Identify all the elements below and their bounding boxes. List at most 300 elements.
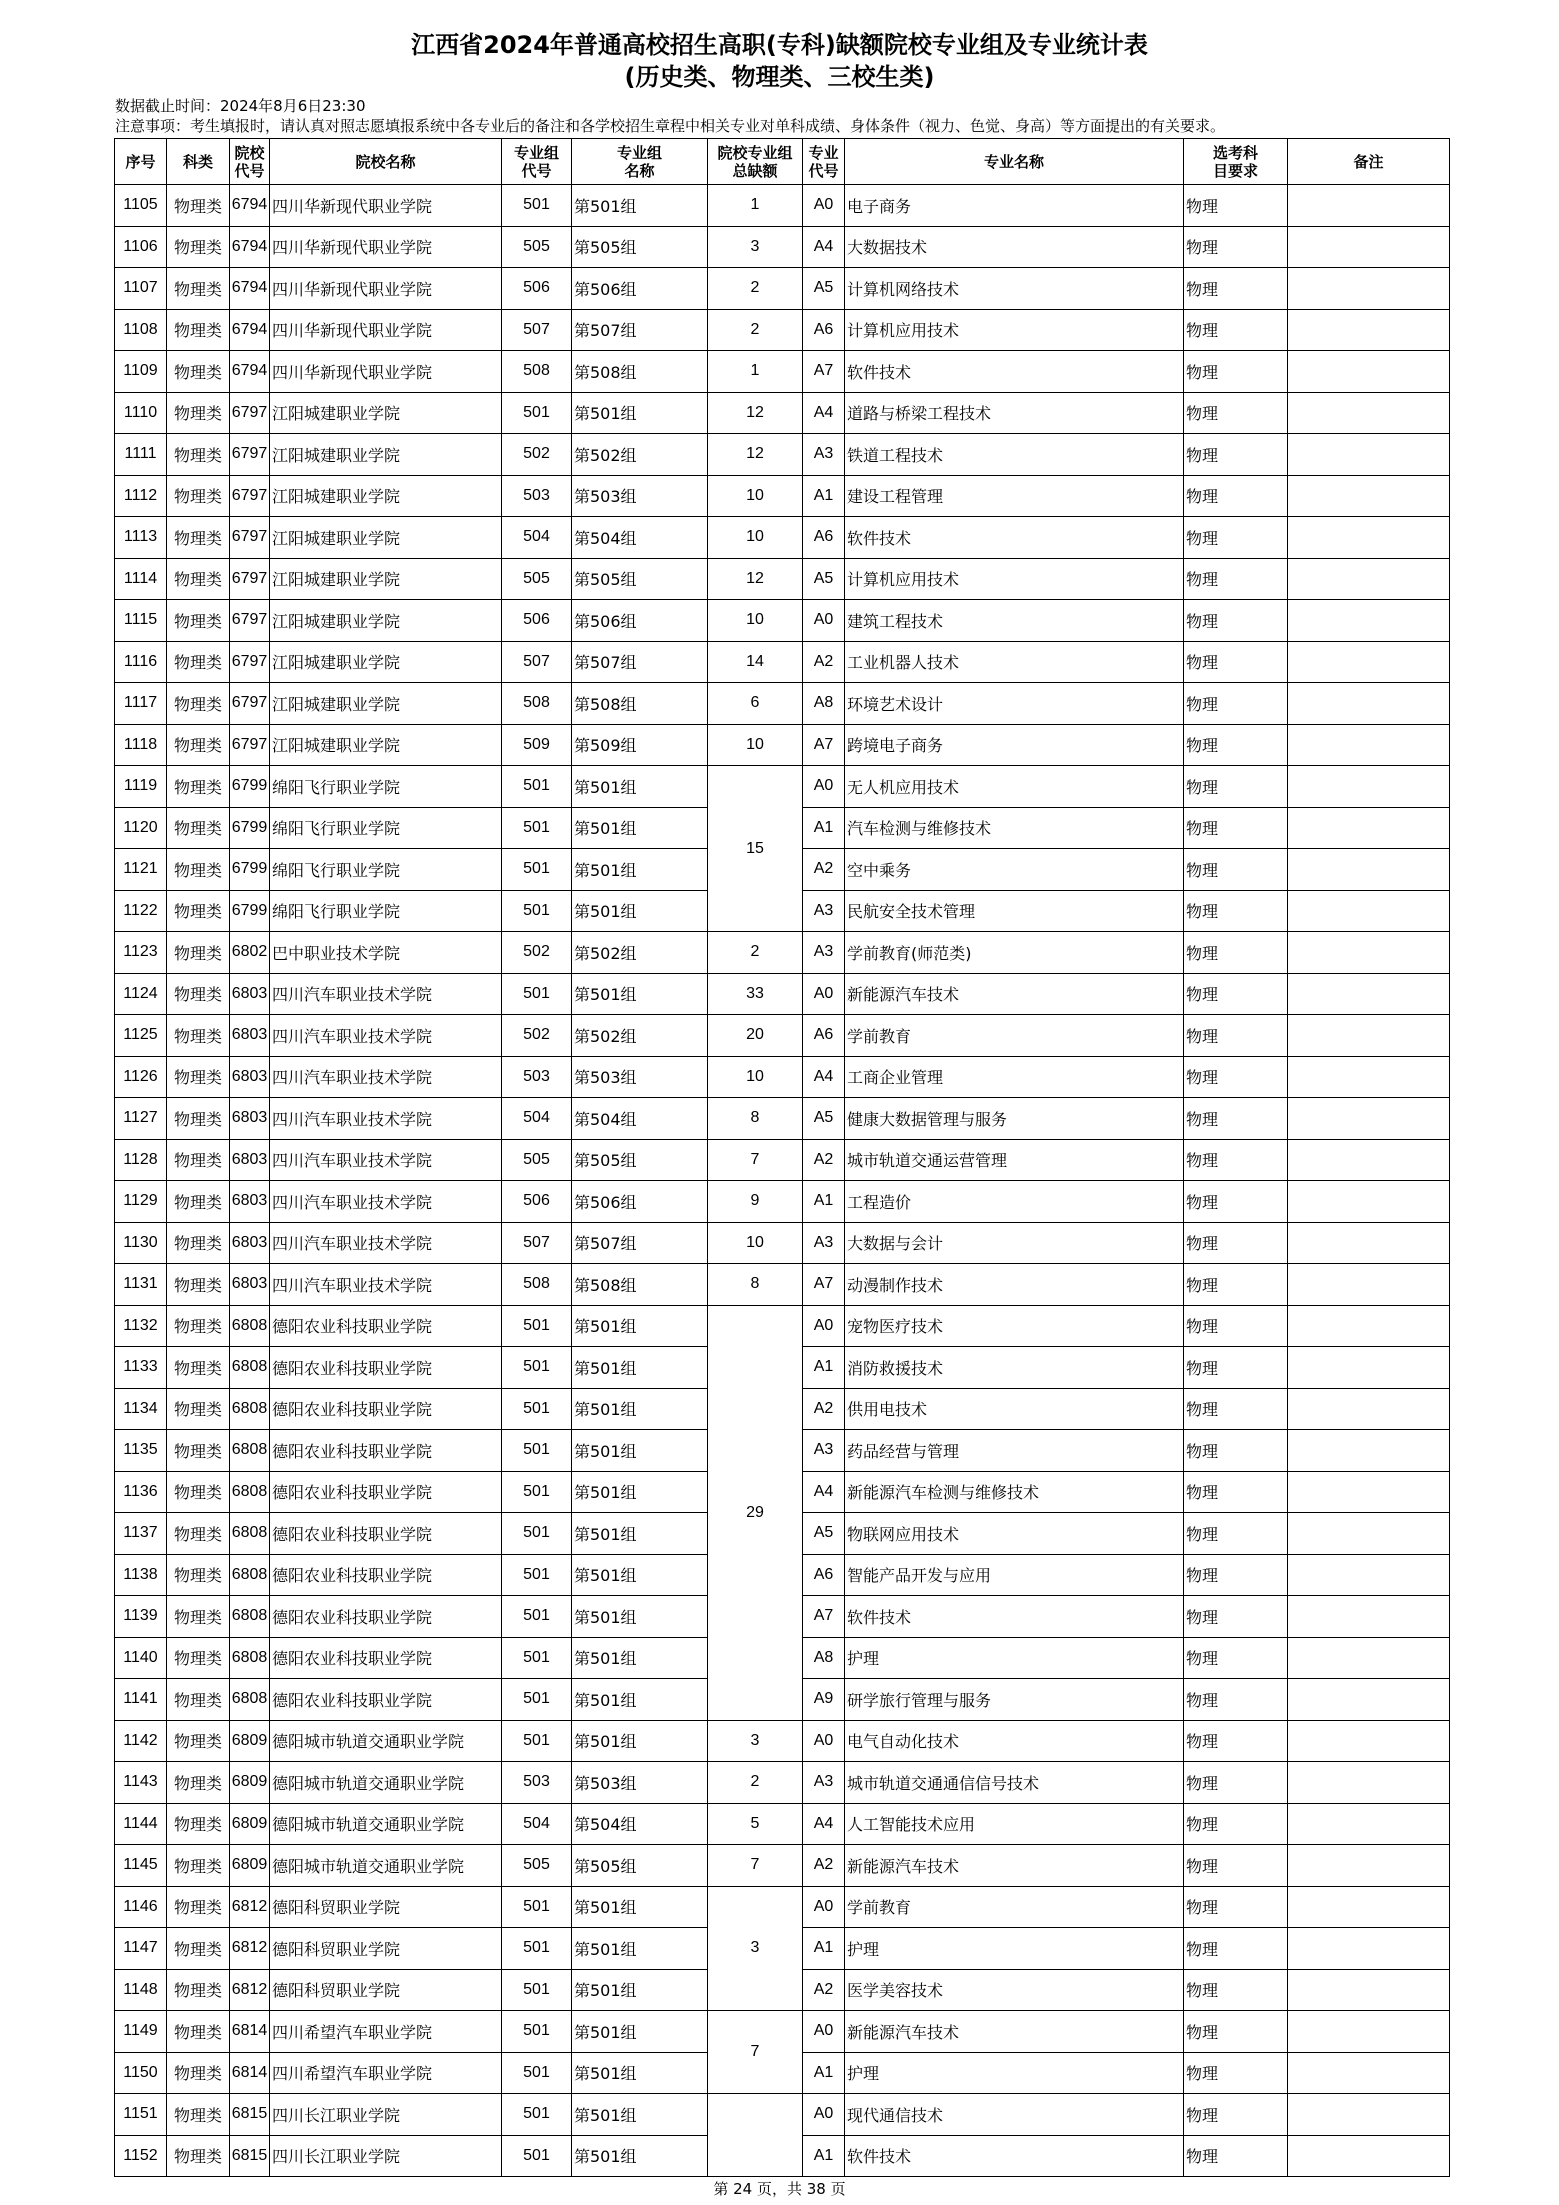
table-row [115, 1305, 1450, 1347]
cell-category: 物理类 [167, 1720, 230, 1762]
cell-subject-req: 物理 [1184, 1305, 1288, 1347]
cell-major-code: A0 [803, 1720, 845, 1762]
cell-remark [1288, 185, 1450, 227]
cell-subject-req: 物理 [1184, 1928, 1288, 1970]
cell-remark [1288, 2052, 1450, 2094]
cell-subject-req: 物理 [1184, 1886, 1288, 1928]
cell-school-code: 6797 [230, 724, 270, 766]
cell-group-code: 501 [502, 849, 572, 891]
cell-remark [1288, 434, 1450, 476]
cell-group-name: 第507组 [572, 1222, 708, 1264]
cell-major-name: 无人机应用技术 [845, 766, 1184, 808]
cell-group-name: 第501组 [572, 2094, 708, 2136]
header-vacancy: 院校专业组 总缺额 [708, 139, 803, 185]
cell-remark [1288, 1803, 1450, 1845]
cell-remark [1288, 1056, 1450, 1098]
cell-vacancy: 3 [708, 1886, 803, 2011]
cell-major-code: A2 [803, 1388, 845, 1430]
cell-school-code: 6797 [230, 475, 270, 517]
table-row [115, 2094, 1450, 2136]
cell-group-name: 第504组 [572, 1803, 708, 1845]
cell-group-code: 507 [502, 1222, 572, 1264]
cell-school-code: 6809 [230, 1845, 270, 1887]
cell-group-code: 501 [502, 1637, 572, 1679]
cell-category: 物理类 [167, 185, 230, 227]
cell-remark [1288, 807, 1450, 849]
cell-seq: 1148 [115, 1969, 167, 2011]
cell-major-name: 新能源汽车技术 [845, 1845, 1184, 1887]
table-row [115, 1762, 1450, 1804]
cell-seq: 1149 [115, 2011, 167, 2053]
cell-category: 物理类 [167, 434, 230, 476]
table-row [115, 1886, 1450, 1928]
cell-category: 物理类 [167, 1886, 230, 1928]
cell-major-code: A2 [803, 641, 845, 683]
cell-major-name: 药品经营与管理 [845, 1430, 1184, 1472]
cell-major-name: 新能源汽车检测与维修技术 [845, 1471, 1184, 1513]
cell-seq: 1130 [115, 1222, 167, 1264]
cell-seq: 1152 [115, 2135, 167, 2177]
cell-major-name: 现代通信技术 [845, 2094, 1184, 2136]
cell-subject-req: 物理 [1184, 392, 1288, 434]
table-row [115, 600, 1450, 642]
cell-category: 物理类 [167, 2094, 230, 2136]
cell-major-code: A2 [803, 1845, 845, 1887]
table-header-row [115, 139, 1450, 185]
cell-school-name: 巴中职业技术学院 [270, 932, 502, 974]
cell-seq: 1147 [115, 1928, 167, 1970]
cell-category: 物理类 [167, 1762, 230, 1804]
cell-school-code: 6814 [230, 2011, 270, 2053]
table-row [115, 973, 1450, 1015]
cell-remark [1288, 1139, 1450, 1181]
table-row [115, 517, 1450, 559]
cell-school-name: 绵阳飞行职业学院 [270, 807, 502, 849]
cell-school-name: 四川华新现代职业学院 [270, 226, 502, 268]
cell-subject-req: 物理 [1184, 1181, 1288, 1223]
cell-major-code: A6 [803, 309, 845, 351]
cell-category: 物理类 [167, 1679, 230, 1721]
cell-category: 物理类 [167, 309, 230, 351]
cell-seq: 1112 [115, 475, 167, 517]
cell-school-code: 6794 [230, 185, 270, 227]
cell-seq: 1113 [115, 517, 167, 559]
cell-group-name: 第501组 [572, 1471, 708, 1513]
cell-group-name: 第501组 [572, 1928, 708, 1970]
cell-seq: 1136 [115, 1471, 167, 1513]
cell-remark [1288, 1928, 1450, 1970]
cell-seq: 1129 [115, 1181, 167, 1223]
cell-major-name: 建设工程管理 [845, 475, 1184, 517]
cell-subject-req: 物理 [1184, 309, 1288, 351]
cell-vacancy: 1 [708, 185, 803, 227]
cell-group-code: 504 [502, 1803, 572, 1845]
cell-major-code: A2 [803, 1969, 845, 2011]
cell-seq: 1116 [115, 641, 167, 683]
cell-vacancy: 10 [708, 600, 803, 642]
cell-major-name: 护理 [845, 2052, 1184, 2094]
cell-group-code: 505 [502, 1845, 572, 1887]
cell-school-code: 6803 [230, 1015, 270, 1057]
cell-group-name: 第507组 [572, 309, 708, 351]
cell-major-name: 学前教育 [845, 1015, 1184, 1057]
cell-group-code: 501 [502, 766, 572, 808]
table-row [115, 434, 1450, 476]
cell-major-code: A4 [803, 392, 845, 434]
cell-vacancy [708, 2094, 803, 2177]
cell-school-code: 6808 [230, 1596, 270, 1638]
header-major-name: 专业名称 [845, 139, 1184, 185]
cell-vacancy: 10 [708, 1056, 803, 1098]
cell-school-name: 江阳城建职业学院 [270, 517, 502, 559]
cell-school-code: 6797 [230, 683, 270, 725]
cell-major-name: 研学旅行管理与服务 [845, 1679, 1184, 1721]
cell-group-code: 501 [502, 1471, 572, 1513]
cell-school-code: 6815 [230, 2135, 270, 2177]
cell-remark [1288, 2135, 1450, 2177]
cell-school-name: 江阳城建职业学院 [270, 392, 502, 434]
cell-major-code: A7 [803, 724, 845, 766]
cell-group-name: 第501组 [572, 1596, 708, 1638]
cell-group-code: 503 [502, 1056, 572, 1098]
cell-school-name: 德阳农业科技职业学院 [270, 1513, 502, 1555]
cell-major-name: 民航安全技术管理 [845, 890, 1184, 932]
cell-group-code: 501 [502, 1886, 572, 1928]
cell-vacancy: 7 [708, 2011, 803, 2094]
cell-group-name: 第505组 [572, 1845, 708, 1887]
cell-major-name: 软件技术 [845, 2135, 1184, 2177]
cell-group-name: 第501组 [572, 973, 708, 1015]
cell-remark [1288, 890, 1450, 932]
cell-category: 物理类 [167, 1264, 230, 1306]
cell-school-code: 6808 [230, 1679, 270, 1721]
cell-seq: 1115 [115, 600, 167, 642]
cell-school-name: 四川汽车职业技术学院 [270, 1181, 502, 1223]
cell-category: 物理类 [167, 1098, 230, 1140]
cell-group-name: 第502组 [572, 932, 708, 974]
cell-school-code: 6799 [230, 807, 270, 849]
cell-school-name: 四川汽车职业技术学院 [270, 1098, 502, 1140]
cell-seq: 1133 [115, 1347, 167, 1389]
cell-group-code: 505 [502, 558, 572, 600]
cell-group-code: 504 [502, 517, 572, 559]
cell-school-code: 6812 [230, 1969, 270, 2011]
cell-school-code: 6809 [230, 1762, 270, 1804]
cell-seq: 1114 [115, 558, 167, 600]
cell-major-code: A0 [803, 600, 845, 642]
cell-major-code: A6 [803, 1554, 845, 1596]
cell-school-name: 四川华新现代职业学院 [270, 268, 502, 310]
cell-group-code: 501 [502, 392, 572, 434]
cell-group-code: 506 [502, 1181, 572, 1223]
cell-major-code: A7 [803, 351, 845, 393]
table-row [115, 268, 1450, 310]
cell-major-name: 跨境电子商务 [845, 724, 1184, 766]
cell-subject-req: 物理 [1184, 641, 1288, 683]
cell-seq: 1121 [115, 849, 167, 891]
table-row [115, 932, 1450, 974]
cell-group-code: 501 [502, 1679, 572, 1721]
cell-vacancy: 8 [708, 1098, 803, 1140]
cell-group-code: 503 [502, 1762, 572, 1804]
cell-vacancy: 12 [708, 434, 803, 476]
cell-category: 物理类 [167, 1596, 230, 1638]
cell-remark [1288, 226, 1450, 268]
cell-category: 物理类 [167, 890, 230, 932]
cell-school-name: 德阳科贸职业学院 [270, 1886, 502, 1928]
cell-school-name: 德阳农业科技职业学院 [270, 1347, 502, 1389]
cell-seq: 1122 [115, 890, 167, 932]
cell-seq: 1139 [115, 1596, 167, 1638]
cell-school-name: 四川汽车职业技术学院 [270, 973, 502, 1015]
cell-school-code: 6797 [230, 392, 270, 434]
cell-subject-req: 物理 [1184, 226, 1288, 268]
cell-subject-req: 物理 [1184, 1347, 1288, 1389]
cell-seq: 1135 [115, 1430, 167, 1472]
cell-major-name: 计算机应用技术 [845, 309, 1184, 351]
cell-vacancy: 6 [708, 683, 803, 725]
cell-category: 物理类 [167, 807, 230, 849]
header-school-name: 院校名称 [270, 139, 502, 185]
cell-vacancy: 8 [708, 1264, 803, 1306]
table-row [115, 392, 1450, 434]
cell-major-code: A3 [803, 1762, 845, 1804]
cell-school-code: 6803 [230, 1098, 270, 1140]
cell-seq: 1127 [115, 1098, 167, 1140]
cell-group-name: 第506组 [572, 268, 708, 310]
cell-seq: 1142 [115, 1720, 167, 1762]
cell-school-name: 德阳农业科技职业学院 [270, 1388, 502, 1430]
cell-major-name: 学前教育(师范类) [845, 932, 1184, 974]
cell-group-code: 503 [502, 475, 572, 517]
cell-school-code: 6808 [230, 1637, 270, 1679]
cell-subject-req: 物理 [1184, 1596, 1288, 1638]
cell-category: 物理类 [167, 766, 230, 808]
table-row [115, 309, 1450, 351]
cell-major-name: 工商企业管理 [845, 1056, 1184, 1098]
cell-vacancy: 7 [708, 1139, 803, 1181]
cell-school-code: 6808 [230, 1554, 270, 1596]
cell-school-code: 6802 [230, 932, 270, 974]
cell-major-code: A6 [803, 1015, 845, 1057]
cell-subject-req: 物理 [1184, 2094, 1288, 2136]
cell-school-name: 四川汽车职业技术学院 [270, 1222, 502, 1264]
cell-category: 物理类 [167, 1471, 230, 1513]
cell-group-name: 第501组 [572, 185, 708, 227]
header-major-code: 专业 代号 [803, 139, 845, 185]
cell-major-name: 道路与桥梁工程技术 [845, 392, 1184, 434]
cell-group-name: 第501组 [572, 849, 708, 891]
cell-vacancy: 10 [708, 724, 803, 766]
cell-seq: 1110 [115, 392, 167, 434]
cell-group-name: 第506组 [572, 600, 708, 642]
cell-category: 物理类 [167, 1637, 230, 1679]
vacancy-table [114, 138, 1450, 2177]
cell-major-code: A8 [803, 1637, 845, 1679]
table-row [115, 1720, 1450, 1762]
cell-school-name: 江阳城建职业学院 [270, 434, 502, 476]
cell-subject-req: 物理 [1184, 973, 1288, 1015]
table-row [115, 2011, 1450, 2053]
cell-group-code: 505 [502, 1139, 572, 1181]
cell-major-name: 计算机应用技术 [845, 558, 1184, 600]
cell-remark [1288, 849, 1450, 891]
cell-school-code: 6803 [230, 1139, 270, 1181]
cell-school-name: 江阳城建职业学院 [270, 475, 502, 517]
cell-group-name: 第501组 [572, 2011, 708, 2053]
cell-school-name: 四川华新现代职业学院 [270, 185, 502, 227]
cell-school-name: 四川汽车职业技术学院 [270, 1056, 502, 1098]
cell-major-code: A1 [803, 1928, 845, 1970]
cell-major-code: A2 [803, 849, 845, 891]
cell-school-code: 6794 [230, 268, 270, 310]
cell-major-code: A1 [803, 807, 845, 849]
cell-seq: 1145 [115, 1845, 167, 1887]
cell-school-name: 绵阳飞行职业学院 [270, 766, 502, 808]
cell-major-code: A7 [803, 1264, 845, 1306]
cell-remark [1288, 1015, 1450, 1057]
cell-remark [1288, 1513, 1450, 1555]
cell-group-name: 第505组 [572, 1139, 708, 1181]
cell-major-name: 软件技术 [845, 351, 1184, 393]
cell-major-code: A0 [803, 185, 845, 227]
cell-seq: 1124 [115, 973, 167, 1015]
cell-remark [1288, 558, 1450, 600]
cell-seq: 1107 [115, 268, 167, 310]
cell-major-name: 软件技术 [845, 1596, 1184, 1638]
cell-major-name: 电气自动化技术 [845, 1720, 1184, 1762]
cell-major-name: 消防救援技术 [845, 1347, 1184, 1389]
cell-school-code: 6803 [230, 973, 270, 1015]
cell-vacancy: 3 [708, 226, 803, 268]
cell-major-name: 动漫制作技术 [845, 1264, 1184, 1306]
cell-major-code: A1 [803, 2135, 845, 2177]
cell-group-code: 506 [502, 600, 572, 642]
cell-group-name: 第501组 [572, 890, 708, 932]
cell-category: 物理类 [167, 226, 230, 268]
cell-school-name: 四川希望汽车职业学院 [270, 2052, 502, 2094]
cell-seq: 1118 [115, 724, 167, 766]
cell-school-code: 6799 [230, 849, 270, 891]
cell-remark [1288, 1305, 1450, 1347]
cell-category: 物理类 [167, 1181, 230, 1223]
cell-remark [1288, 641, 1450, 683]
cell-category: 物理类 [167, 2135, 230, 2177]
cell-school-name: 德阳城市轨道交通职业学院 [270, 1845, 502, 1887]
cell-group-code: 501 [502, 973, 572, 1015]
cell-school-code: 6809 [230, 1803, 270, 1845]
cell-remark [1288, 1347, 1450, 1389]
cell-group-code: 501 [502, 1554, 572, 1596]
table-row [115, 475, 1450, 517]
cell-group-code: 501 [502, 2011, 572, 2053]
cell-subject-req: 物理 [1184, 2135, 1288, 2177]
cell-school-code: 6808 [230, 1430, 270, 1472]
cell-seq: 1134 [115, 1388, 167, 1430]
cell-vacancy: 20 [708, 1015, 803, 1057]
cell-vacancy: 9 [708, 1181, 803, 1223]
cell-group-name: 第508组 [572, 1264, 708, 1306]
cell-major-name: 大数据技术 [845, 226, 1184, 268]
cell-major-name: 新能源汽车技术 [845, 2011, 1184, 2053]
cell-group-name: 第501组 [572, 807, 708, 849]
cell-subject-req: 物理 [1184, 1554, 1288, 1596]
cell-major-name: 环境艺术设计 [845, 683, 1184, 725]
cell-school-name: 四川汽车职业技术学院 [270, 1015, 502, 1057]
table-row [115, 1264, 1450, 1306]
cell-group-name: 第501组 [572, 1347, 708, 1389]
cell-group-code: 501 [502, 1969, 572, 2011]
cell-group-name: 第505组 [572, 558, 708, 600]
cell-subject-req: 物理 [1184, 475, 1288, 517]
cell-group-name: 第501组 [572, 392, 708, 434]
cell-remark [1288, 683, 1450, 725]
cell-school-name: 德阳科贸职业学院 [270, 1928, 502, 1970]
cell-category: 物理类 [167, 2011, 230, 2053]
cell-vacancy: 5 [708, 1803, 803, 1845]
cell-school-code: 6812 [230, 1928, 270, 1970]
cell-remark [1288, 1637, 1450, 1679]
cell-seq: 1132 [115, 1305, 167, 1347]
cell-school-name: 四川长江职业学院 [270, 2094, 502, 2136]
cell-group-code: 501 [502, 1430, 572, 1472]
cell-group-code: 508 [502, 1264, 572, 1306]
cell-major-code: A0 [803, 2094, 845, 2136]
cell-subject-req: 物理 [1184, 600, 1288, 642]
cell-group-code: 502 [502, 932, 572, 974]
cell-group-name: 第501组 [572, 1305, 708, 1347]
cell-category: 物理类 [167, 1305, 230, 1347]
cell-major-name: 智能产品开发与应用 [845, 1554, 1184, 1596]
cell-school-code: 6797 [230, 641, 270, 683]
table-row [115, 1098, 1450, 1140]
cell-major-code: A1 [803, 1347, 845, 1389]
cell-category: 物理类 [167, 600, 230, 642]
cell-school-name: 德阳农业科技职业学院 [270, 1679, 502, 1721]
cell-vacancy: 1 [708, 351, 803, 393]
cell-seq: 1111 [115, 434, 167, 476]
cell-group-code: 508 [502, 351, 572, 393]
data-cutoff-time: 数据截止时间：2024年8月6日23:30 [115, 97, 366, 115]
cell-seq: 1140 [115, 1637, 167, 1679]
cell-major-code: A9 [803, 1679, 845, 1721]
cell-category: 物理类 [167, 932, 230, 974]
cell-vacancy: 10 [708, 517, 803, 559]
cell-category: 物理类 [167, 558, 230, 600]
cell-school-code: 6803 [230, 1222, 270, 1264]
cell-seq: 1106 [115, 226, 167, 268]
cell-major-name: 供用电技术 [845, 1388, 1184, 1430]
cell-seq: 1109 [115, 351, 167, 393]
cell-subject-req: 物理 [1184, 1471, 1288, 1513]
cell-remark [1288, 309, 1450, 351]
cell-group-name: 第507组 [572, 641, 708, 683]
cell-major-name: 健康大数据管理与服务 [845, 1098, 1184, 1140]
cell-subject-req: 物理 [1184, 558, 1288, 600]
cell-group-code: 501 [502, 2094, 572, 2136]
cell-seq: 1119 [115, 766, 167, 808]
cell-school-code: 6814 [230, 2052, 270, 2094]
notice-text: 注意事项：考生填报时，请认真对照志愿填报系统中各专业后的备注和各学校招生章程中相关专业对单科成绩、身体条件（视力、色觉、身高）等方面提出的有关要求。 [115, 117, 1226, 135]
cell-subject-req: 物理 [1184, 517, 1288, 559]
cell-major-code: A3 [803, 434, 845, 476]
cell-group-name: 第501组 [572, 1554, 708, 1596]
cell-group-name: 第508组 [572, 351, 708, 393]
cell-school-name: 德阳城市轨道交通职业学院 [270, 1720, 502, 1762]
cell-subject-req: 物理 [1184, 268, 1288, 310]
cell-group-name: 第501组 [572, 1388, 708, 1430]
cell-category: 物理类 [167, 2052, 230, 2094]
